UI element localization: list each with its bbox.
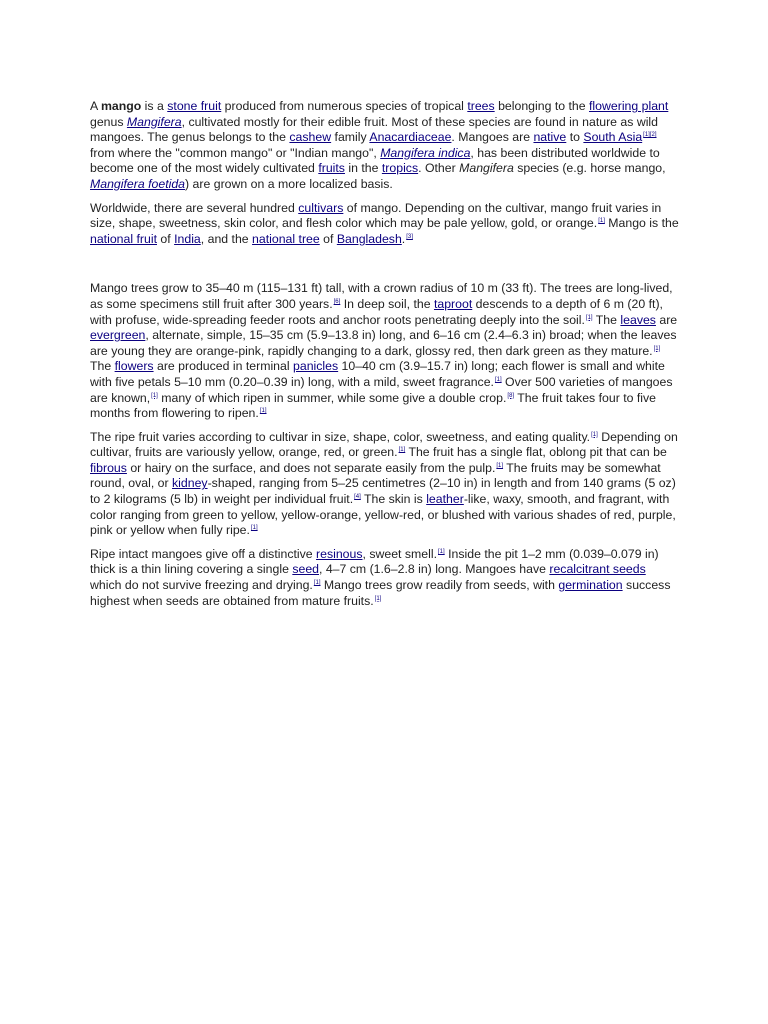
- citation-link[interactable]: [1]: [496, 462, 504, 469]
- wiki-link[interactable]: recalcitrant seeds: [549, 562, 646, 577]
- text-run: to: [566, 130, 584, 145]
- text-run: The ripe fruit varies according to cultivar in size, shape, color, sweetness, and eating quality.: [90, 429, 591, 444]
- text-run: many of which ripen in summer, while some give a double crop.: [157, 390, 507, 405]
- wiki-link-italic[interactable]: Mangifera foetida: [90, 176, 186, 191]
- wiki-link-italic[interactable]: Mangifera: [126, 114, 182, 129]
- text-run: family: [331, 130, 370, 145]
- text-run: Over 500 varieties of mangoes are known,: [90, 374, 673, 405]
- citation-link[interactable]: [1]: [494, 376, 502, 383]
- wiki-link[interactable]: panicles: [293, 359, 339, 374]
- article-body: [90, 99, 680, 617]
- text-run: The: [90, 359, 115, 374]
- wiki-link[interactable]: evergreen: [90, 328, 146, 343]
- wiki-link[interactable]: cashew: [289, 130, 332, 145]
- citation-link[interactable]: [1]: [151, 392, 158, 399]
- citation-link[interactable]: [1][2]: [643, 132, 657, 139]
- text-run: descends to a depth of 6 m (20 ft), with profuse, wide-spreading feeder roots and anchor roots penetrating deeply into the soil.: [90, 296, 663, 327]
- cultivars-paragraph: [90, 201, 680, 248]
- text-run: -like, waxy, smooth, and fragrant, with color ranging from green to yellow, yellow-orange, yellow-red, or blushed with various shades of red, purple, pink or yellow when fully ripe.: [90, 492, 676, 538]
- text-run: of: [157, 231, 175, 246]
- wiki-link[interactable]: flowers: [114, 359, 154, 374]
- seed-paragraph: [90, 547, 680, 609]
- text-run: , and the: [200, 231, 253, 246]
- text-run: Mango trees grow readily from seeds, with: [320, 578, 559, 593]
- text-run: Inside the pit 1–2 mm (0.039–0.079 in) thick is a thin lining covering a single: [90, 546, 659, 577]
- citation-link[interactable]: [1]: [313, 580, 321, 587]
- wiki-link[interactable]: Bangladesh: [336, 231, 402, 246]
- fruit-description-paragraph: [90, 430, 680, 539]
- text-run: A: [90, 99, 101, 113]
- text-run: Worldwide, there are several hundred: [90, 200, 299, 215]
- text-run: Depending on cultivar, fruits are variously yellow, orange, red, or green.: [90, 429, 678, 460]
- text-run: or hairy on the surface, and does not separate easily from the pulp.: [126, 460, 496, 475]
- text-run: The: [592, 312, 621, 327]
- text-run: ) are grown on a more localized basis.: [185, 176, 393, 191]
- text-run: .: [401, 231, 406, 246]
- text-run: , alternate, simple, 15–35 cm (5.9–13.8 in) long, and 6–16 cm (2.4–6.3 in) broad; when the leaves are young they are orange-pink, rapidly changing to a dark, glossy red, then dark green as they mature.: [90, 328, 677, 358]
- text-run: belonging to the: [494, 99, 590, 113]
- citation-link[interactable]: [1]: [598, 218, 605, 225]
- text-run: , 4–7 cm (1.6–2.8 in) long. Mangoes have: [319, 562, 550, 577]
- bold-term: mango: [100, 99, 142, 113]
- wiki-link[interactable]: fruits: [318, 161, 345, 176]
- wiki-link[interactable]: India: [174, 231, 201, 246]
- wiki-link[interactable]: kidney: [172, 476, 208, 491]
- italic-term: Mangifera: [459, 161, 514, 176]
- intro-paragraph: [90, 99, 680, 193]
- text-run: The fruit takes four to five months from flowering to ripen.: [90, 390, 657, 421]
- wiki-link[interactable]: national tree: [252, 231, 320, 246]
- text-run: of mango. Depending on the cultivar, mango fruit varies in size, shape, sweetness, skin color, and flesh color which may be pale yellow, gold, or orange.: [90, 200, 662, 231]
- text-run: species (e.g. horse mango,: [513, 161, 666, 176]
- wiki-link[interactable]: seed: [292, 562, 319, 577]
- citation-link[interactable]: [8]: [507, 392, 515, 399]
- text-run: which do not survive freezing and drying.: [90, 578, 313, 593]
- citation-link[interactable]: [3]: [406, 233, 413, 240]
- text-run: in the: [344, 161, 382, 176]
- text-run: Mango is the: [604, 216, 679, 231]
- citation-link[interactable]: [1]: [250, 525, 258, 532]
- text-run: , has been distributed worldwide to become one of the most widely cultivated: [90, 145, 660, 176]
- text-run: is a: [141, 99, 168, 113]
- text-run: , cultivated mostly for their edible fruit. Most of these species are found in nature as wild mangoes. The genus belongs to the: [90, 114, 659, 145]
- wiki-link[interactable]: South Asia: [583, 130, 643, 145]
- text-run: genus: [90, 114, 127, 129]
- text-run: produced from numerous species of tropical: [221, 99, 468, 113]
- text-run: . Mangoes are: [451, 130, 534, 145]
- citation-link[interactable]: [1]: [259, 408, 267, 415]
- text-run: 10–40 cm (3.9–15.7 in) long; each flower is small and white with five petals 5–10 mm (0.20–0.39 in) long, with a mild, sweet fragrance.: [90, 359, 665, 389]
- text-run: The skin is: [360, 492, 427, 507]
- wiki-link[interactable]: cultivars: [298, 200, 344, 215]
- text-run: are produced in terminal: [153, 359, 294, 374]
- text-run: Mango trees grow to 35–40 m (115–131 ft) tall, with a crown radius of 10 m (33 ft). The trees are long-lived, as some specimens still fruit after 300 years.: [90, 281, 673, 311]
- wiki-link[interactable]: flowering plant: [589, 99, 669, 113]
- citation-link[interactable]: [1]: [653, 345, 661, 352]
- text-run: are: [655, 312, 678, 327]
- wiki-link[interactable]: tropics: [381, 161, 419, 176]
- citation-link[interactable]: [1]: [438, 548, 445, 555]
- text-run: , sweet smell.: [362, 546, 437, 561]
- wiki-link[interactable]: resinous: [316, 546, 363, 561]
- citation-link[interactable]: [6]: [333, 298, 341, 305]
- text-run: from where the "common mango" or "Indian mango",: [90, 145, 381, 160]
- wiki-link[interactable]: leaves: [620, 312, 656, 327]
- tree-description-paragraph: [90, 281, 680, 421]
- text-run: success highest when seeds are obtained from mature fruits.: [90, 578, 671, 608]
- wiki-link[interactable]: Anacardiaceae: [369, 130, 452, 145]
- text-run: -shaped, ranging from 5–25 centimetres (2–10 in) in length and from 140 grams (5 oz) to 2 kilograms (5 lb) in weight per individual fruit.: [90, 476, 676, 507]
- text-run: In deep soil, the: [340, 296, 434, 311]
- wiki-link-italic[interactable]: Mangifera indica: [380, 145, 471, 160]
- wiki-link[interactable]: trees: [467, 99, 495, 113]
- wiki-link[interactable]: leather: [426, 492, 464, 507]
- citation-link[interactable]: [1]: [591, 431, 598, 438]
- citation-link[interactable]: [1]: [585, 314, 593, 321]
- wiki-link[interactable]: germination: [558, 578, 623, 593]
- wiki-link[interactable]: stone fruit: [167, 99, 222, 113]
- citation-link[interactable]: [1]: [374, 595, 382, 602]
- wiki-link[interactable]: native: [533, 130, 567, 145]
- text-run: The fruit has a single flat, oblong pit that can be: [405, 445, 667, 460]
- text-run: . Other: [418, 161, 460, 176]
- wiki-link[interactable]: fibrous: [90, 460, 127, 475]
- wiki-link[interactable]: national fruit: [90, 231, 157, 246]
- text-run: of: [319, 231, 337, 246]
- citation-link[interactable]: [1]: [398, 447, 406, 454]
- wiki-link[interactable]: taproot: [433, 296, 473, 311]
- text-run: Ripe intact mangoes give off a distinctive: [90, 546, 317, 561]
- citation-link[interactable]: [4]: [354, 494, 361, 501]
- text-run: The fruits may be somewhat round, oval, or: [90, 460, 661, 491]
